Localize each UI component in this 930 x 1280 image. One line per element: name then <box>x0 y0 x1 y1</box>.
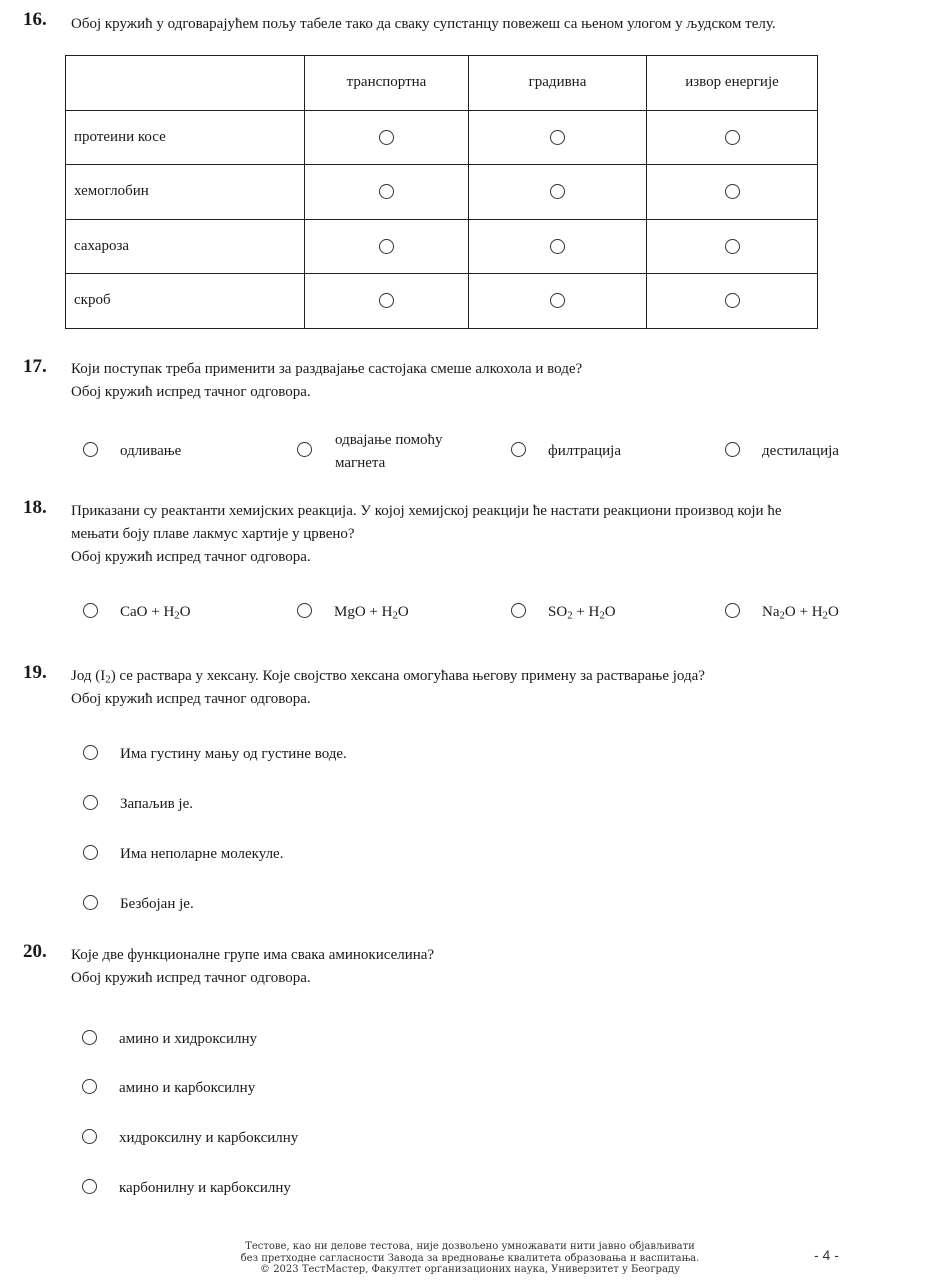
q18-option-4-label: $Na_2O + H_2O$ <box>762 604 839 622</box>
copyright-footer <box>230 1241 710 1276</box>
row-label-sucrose: сахароза <box>66 219 305 274</box>
question-18-instruction: Обој кружић испред тачног одговора. <box>71 549 311 565</box>
column-header-transport: транспортна <box>305 56 469 111</box>
question-18-number: 18. <box>23 497 47 518</box>
question-16-number: 16. <box>23 9 47 30</box>
radio-q18-option-2[interactable] <box>297 603 312 618</box>
question-20-text: Које две функционалне групе има свака аминокиселина? <box>71 947 435 963</box>
radio-sucrose-transport[interactable] <box>379 239 394 254</box>
question-19-instruction: Обој кружић испред тачног одговора. <box>71 691 311 707</box>
q20-option-1-label: амино и хидроксилну <box>119 1031 258 1047</box>
q17-option-4-label: дестилација <box>762 443 839 459</box>
q17-option-2-label-line1: одвајање помоћу <box>335 432 443 448</box>
radio-q18-option-1[interactable] <box>83 603 98 618</box>
question-17-number: 17. <box>23 356 47 377</box>
question-17-text: Који поступак треба применити за раздвајање састојака смеше алкохола и воде? <box>71 361 583 377</box>
radio-q20-option-1[interactable] <box>82 1030 97 1045</box>
radio-starch-transport[interactable] <box>379 293 394 308</box>
radio-hemoglobin-energy[interactable] <box>725 184 740 199</box>
q20-option-3-label: хидроксилну и карбоксилну <box>119 1130 299 1146</box>
radio-starch-energy[interactable] <box>725 293 740 308</box>
question-20-number: 20. <box>23 941 47 962</box>
radio-q19-option-2[interactable] <box>83 795 98 810</box>
q17-option-1-label: одливање <box>120 443 182 459</box>
q19-option-3-label: Има неполарне молекуле. <box>120 846 284 862</box>
row-label-hemoglobin: хемоглобин <box>66 165 305 220</box>
radio-sucrose-energy[interactable] <box>725 239 740 254</box>
footer-line-3: © 2023 ТестМастер, Факултет организационих наука, Универзитет у Београду <box>260 1264 680 1275</box>
radio-q18-option-4[interactable] <box>725 603 740 618</box>
table-header-row <box>66 56 818 111</box>
q18-option-3-label: $SO_2 + H_2O$ <box>548 604 616 622</box>
radio-hemoglobin-structural[interactable] <box>550 184 565 199</box>
table-row <box>66 219 818 274</box>
radio-q20-option-4[interactable] <box>82 1179 97 1194</box>
question-17-instruction: Обој кружић испред тачног одговора. <box>71 384 311 400</box>
column-header-energy: извор енергије <box>647 56 818 111</box>
question-19-text: Јод $(I_2)$ се раствара у хексану. Које својство хексана омогућава његову примену за растварање јода? <box>71 668 705 686</box>
q18-option-2-label: MgO + $H_2O$ <box>334 604 409 622</box>
radio-q19-option-1[interactable] <box>83 745 98 760</box>
radio-q17-option-4[interactable] <box>725 442 740 457</box>
radio-starch-structural[interactable] <box>550 293 565 308</box>
radio-q20-option-3[interactable] <box>82 1129 97 1144</box>
q20-option-2-label: амино и карбоксилну <box>119 1080 256 1096</box>
radio-hair-proteins-transport[interactable] <box>379 130 394 145</box>
table-row <box>66 165 818 220</box>
question-16-text: Обој кружић у одговарајућем пољу табеле тако да сваку супстанцу повежеш са њеном улогом у људском телу. <box>71 16 776 32</box>
radio-hair-proteins-energy[interactable] <box>725 130 740 145</box>
table-row <box>66 274 818 329</box>
footer-line-2: без претходне сагласности Завода за вредновање квалитета образовања и васпитања. <box>240 1252 700 1264</box>
page-number: - 4 - <box>814 1247 839 1263</box>
matching-table <box>65 55 818 329</box>
question-18-text-line1: Приказани су реактанти хемијских реакција. У којој хемијској реакцији ће настати реакциони производ који ће <box>71 503 782 519</box>
row-label-starch: скроб <box>66 274 305 329</box>
q19-option-1-label: Има густину мању од густине воде. <box>120 746 347 762</box>
radio-q17-option-3[interactable] <box>511 442 526 457</box>
radio-q17-option-2[interactable] <box>297 442 312 457</box>
q18-option-1-label: CaO + $H_2O$ <box>120 604 191 622</box>
column-header-structural: градивна <box>469 56 647 111</box>
radio-q20-option-2[interactable] <box>82 1079 97 1094</box>
radio-hemoglobin-transport[interactable] <box>379 184 394 199</box>
table-row <box>66 110 818 165</box>
question-19-number: 19. <box>23 662 47 683</box>
q19-option-2-label: Запаљив је. <box>120 796 194 812</box>
question-20-instruction: Обој кружић испред тачног одговора. <box>71 970 311 986</box>
radio-q19-option-4[interactable] <box>83 895 98 910</box>
q19-option-4-label: Безбојан је. <box>120 896 194 912</box>
table-corner-cell <box>66 56 305 111</box>
radio-hair-proteins-structural[interactable] <box>550 130 565 145</box>
radio-sucrose-structural[interactable] <box>550 239 565 254</box>
footer-line-1: Тестове, као ни делове тестова, није дозвољено умножавати нити јавно објављивати <box>245 1241 695 1252</box>
radio-q18-option-3[interactable] <box>511 603 526 618</box>
question-18-text-line2: мењати боју плаве лакмус хартије у црвено? <box>71 526 355 542</box>
row-label-hair-proteins: протеини косе <box>66 110 305 165</box>
q20-option-4-label: карбонилну и карбоксилну <box>119 1180 291 1196</box>
radio-q19-option-3[interactable] <box>83 845 98 860</box>
radio-q17-option-1[interactable] <box>83 442 98 457</box>
q17-option-3-label: филтрација <box>548 443 622 459</box>
q17-option-2-label-line2: магнета <box>335 455 386 471</box>
